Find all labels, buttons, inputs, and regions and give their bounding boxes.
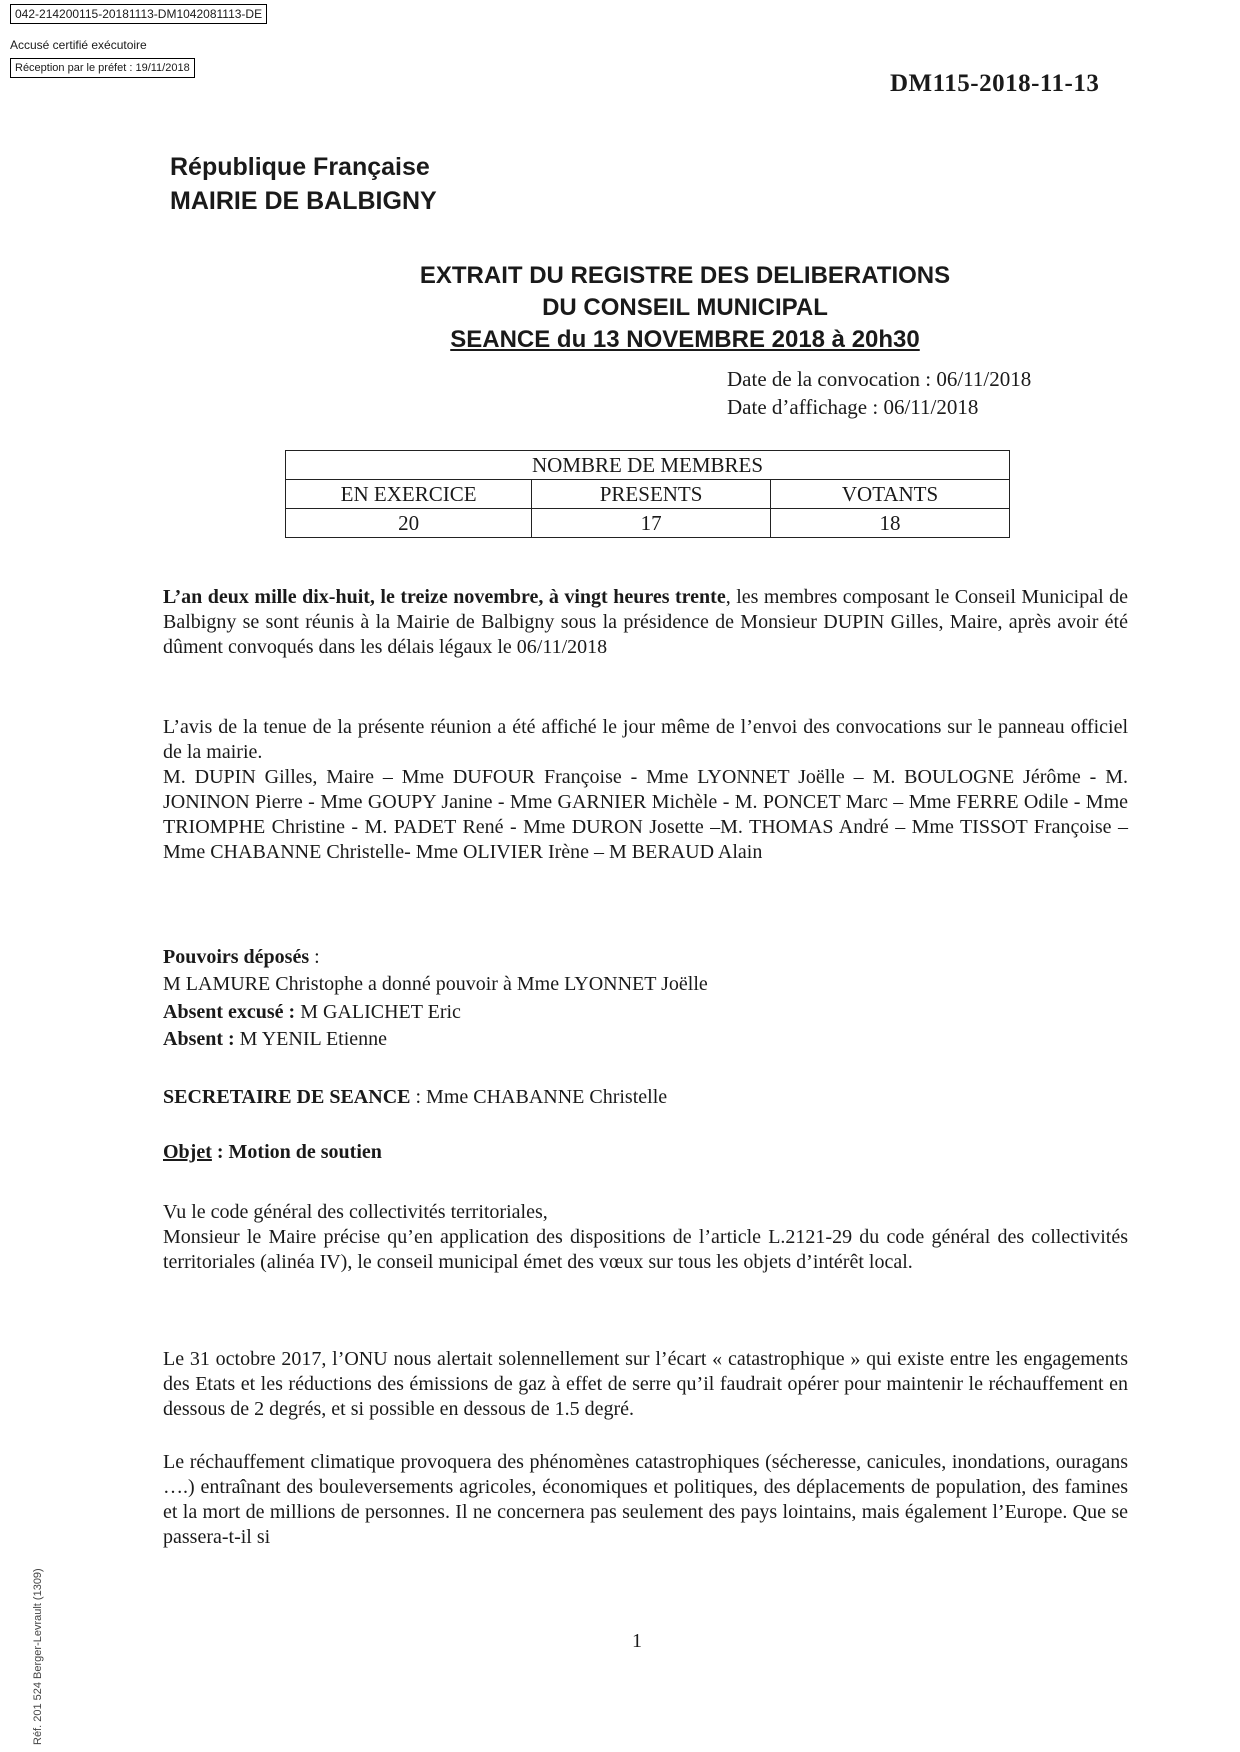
objet-text: : Motion de soutien	[211, 1141, 382, 1163]
reception-box	[10, 58, 195, 78]
presents-list: M. DUPIN Gilles, Maire – Mme DUFOUR Françoise - Mme LYONNET Joëlle – M. BOULOGNE Jérôme - M. JONINON Pierre - Mme GOUPY Janine - Mme GARNIER Michèle - M. PONCET Marc – Mme FERRE Odile - Mme TRIOMPHE Christine - M. PADET René - Mme DURON Josette –M. THOMAS André – Mme TISSOT Françoise –Mme CHABANNE Christelle- Mme OLIVIER Irène – M BERAUD Alain	[163, 766, 1128, 863]
body-maire-precise: Monsieur le Maire précise qu’en application des dispositions de l’article L.2121-29 du code général des collectivités territoriales (alinéa IV), le conseil municipal émet des vœux sur tous les objets d’intérêt local.	[163, 1226, 1128, 1273]
title-line-3: SEANCE du 13 NOVEMBRE 2018 à 20h30	[450, 326, 920, 353]
date-convocation: Date de la convocation : 06/11/2018	[727, 367, 1032, 391]
acte-id: 042-214200115-20181113-DM1042081113-DE	[15, 7, 263, 21]
side-reference: Réf. 201 524 Berger-Levrault (1309)	[32, 1568, 44, 1745]
intro-paragraph	[163, 585, 1128, 660]
title-line-1: EXTRAIT DU REGISTRE DES DELIBERATIONS	[419, 262, 951, 289]
absent-excuse	[163, 1000, 461, 1025]
page-number: 1	[632, 1630, 642, 1652]
avis-paragraph: L’avis de la tenue de la présente réunion a été affiché le jour même de l’envoi des convocations sur le panneau officiel de la mairie.	[163, 716, 1128, 763]
col-votants: VOTANTS	[771, 480, 1010, 509]
body-paragraph-2: Le 31 octobre 2017, l’ONU nous alertait solennellement sur l’écart « catastrophique » qui existe entre les engagements des Etats et les réductions des émissions de gaz à effet de serre qu’il faudrait opérer pour maintenir le réchauffement en dessous de 2 degrés, et si possible en dessous de 1.5 degré.	[163, 1348, 1128, 1420]
certification-status: Accusé certifié exécutoire	[10, 38, 147, 52]
intro-lead: L’an deux mille dix-huit, le treize novembre, à vingt heures trente	[163, 586, 726, 608]
acte-id-box	[10, 4, 267, 24]
absent-label: Absent :	[163, 1028, 235, 1050]
pouvoirs-heading: Pouvoirs déposés	[163, 946, 310, 968]
absent-excuse-label: Absent excusé :	[163, 1001, 296, 1023]
intro-rest: , les membres composant le Conseil Municipal de Balbigny se sont réunis à la Mairie de Balbigny sous la présidence de Monsieur DUPIN Gilles, Maire, après avoir été dûment convoqués dans les délais légaux le 06/11/2018	[163, 586, 1129, 658]
pouvoirs-label	[163, 945, 320, 970]
header-republique: République Française	[170, 153, 430, 181]
body-paragraph-1	[163, 1200, 1128, 1275]
col-en-exercice: EN EXERCICE	[286, 480, 532, 509]
date-affichage: Date d’affichage : 06/11/2018	[727, 395, 979, 419]
val-presents: 17	[532, 509, 771, 538]
body-paragraph-3: Le réchauffement climatique provoquera des phénomènes catastrophiques (sécheresse, canicules, inondations, ouragans ….) entraînant des bouleversements agricoles, économiques et politiques, des déplacements de population, des famines et la mort de millions de personnes. Il ne concernera pas seulement des pays lointains, mais également l’Europe. Que se passera-t-il si	[163, 1451, 1128, 1548]
absent-name: M YENIL Etienne	[234, 1028, 388, 1050]
members-table-header: NOMBRE DE MEMBRES	[286, 451, 1010, 480]
title-line-2: DU CONSEIL MUNICIPAL	[542, 294, 828, 321]
pouvoirs-text: M LAMURE Christophe a donné pouvoir à Mme LYONNET Joëlle	[163, 973, 708, 995]
pouvoirs-suffix: :	[309, 946, 320, 968]
secretaire-label: SECRETAIRE DE SEANCE	[163, 1086, 411, 1108]
objet-label: Objet	[163, 1141, 212, 1163]
secretaire-name: : Mme CHABANNE Christelle	[410, 1086, 668, 1108]
body-vu-le-code: Vu le code général des collectivités territoriales,	[163, 1201, 548, 1223]
document-title	[365, 260, 1005, 356]
objet	[163, 1140, 382, 1165]
absent-excuse-name: M GALICHET Eric	[295, 1001, 461, 1023]
document-reference: DM115-2018-11-13	[890, 70, 1100, 97]
secretaire-de-seance	[163, 1085, 667, 1110]
col-presents: PRESENTS	[532, 480, 771, 509]
absent	[163, 1027, 387, 1052]
val-votants: 18	[771, 509, 1010, 538]
val-en-exercice: 20	[286, 509, 532, 538]
header-mairie: MAIRIE DE BALBIGNY	[170, 187, 437, 215]
reception-date: Réception par le préfet : 19/11/2018	[15, 62, 190, 74]
members-table	[285, 450, 1010, 538]
